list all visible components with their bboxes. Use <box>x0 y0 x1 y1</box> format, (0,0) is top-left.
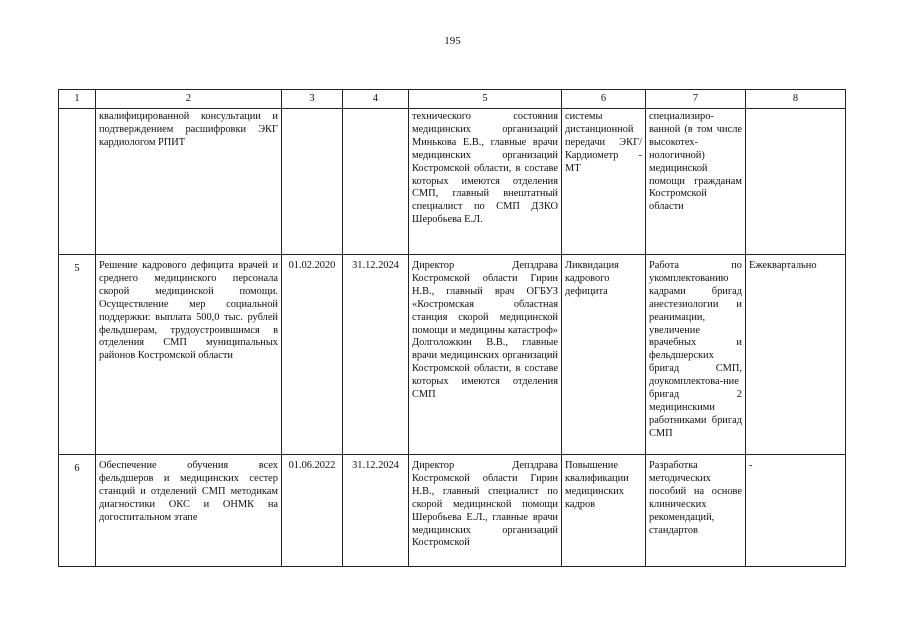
measure-cell: Решение кадрового дефицита врачей и среднего медицинского персонала скорой медицинской помощи. Осуществление мер социальной поддержки: выплата 500,0 тыс. рублей фельдшерам, трудоустроившимся в отделения СМП муниципальных районов Костромской области <box>96 255 282 455</box>
table-row <box>59 109 846 255</box>
end-date-cell: 31.12.2024 <box>343 255 409 455</box>
characteristic-cell: Ликвидация кадрового дефицита <box>562 255 646 455</box>
column-header: 8 <box>746 90 846 109</box>
page-number: 195 <box>444 35 461 47</box>
column-header: 7 <box>646 90 746 109</box>
column-header: 6 <box>562 90 646 109</box>
column-header: 5 <box>409 90 562 109</box>
start-date-cell: 01.06.2022 <box>282 455 343 567</box>
characteristic-cell: Повышение квалификации медицинских кадров <box>562 455 646 567</box>
responsible-cell: Директор Депздрава Костромской области Гирин Н.В., главный врач ОГБУЗ «Костромская областная станция скорой медицинской помощи и медицины катастроф» Долголожкин В.В., главные врачи медицинских организаций Костромской области, в составе которых имеются отделения СМП <box>409 255 562 455</box>
periodicity-cell: Ежеквартально <box>746 255 846 455</box>
end-date-cell <box>343 109 409 255</box>
table-header-row <box>59 90 846 109</box>
periodicity-cell: - <box>746 455 846 567</box>
responsible-cell: технического состояния медицинских организаций Минькова Е.В., главные врачи медицинских организаций Костромской области, в составе которых имеются отделения СМП, главный внештатный специалист по СМП ДЗКО Шеробьева Е.Л. <box>409 109 562 255</box>
table-row <box>59 255 846 455</box>
row-number-cell: 5 <box>59 255 96 455</box>
row-number-cell <box>59 109 96 255</box>
column-header: 4 <box>343 90 409 109</box>
measures-table <box>58 89 846 567</box>
periodicity-cell <box>746 109 846 255</box>
result-cell: Разработка методических пособий на основе клинических рекомендаций, стандартов <box>646 455 746 567</box>
column-header: 3 <box>282 90 343 109</box>
table-row <box>59 455 846 567</box>
start-date-cell: 01.02.2020 <box>282 255 343 455</box>
column-header: 1 <box>59 90 96 109</box>
result-cell: Работа по укомплектованию кадрами бригад анестезиологии и реанимации, увеличение врачебных и фельдшерских бригад СМП, доукомплектова-ние бригад 2 медицинскими работниками бригад СМП <box>646 255 746 455</box>
column-header: 2 <box>96 90 282 109</box>
measure-cell: Обеспечение обучения всех фельдшеров и медицинских сестер станций и отделений СМП методикам диагностики ОКС и ОНМК на догоспитальном этапе <box>96 455 282 567</box>
start-date-cell <box>282 109 343 255</box>
result-cell: специализиро-ванной (в том числе высокотех-нологичной) медицинской помощи гражданам Костромской области <box>646 109 746 255</box>
characteristic-cell: системы дистанционной передачи ЭКГ/ Кардиометр - МТ <box>562 109 646 255</box>
responsible-cell: Директор Депздрава Костромской области Гирин Н.В., главный специалист по скорой медицинской помощи Шеробьева Е.Л., главные врачи медицинских организаций Костромской <box>409 455 562 567</box>
measure-cell: квалифицированной консультации и подтверждением расшифровки ЭКГ кардиологом РПИТ <box>96 109 282 255</box>
end-date-cell: 31.12.2024 <box>343 455 409 567</box>
row-number-cell: 6 <box>59 455 96 567</box>
